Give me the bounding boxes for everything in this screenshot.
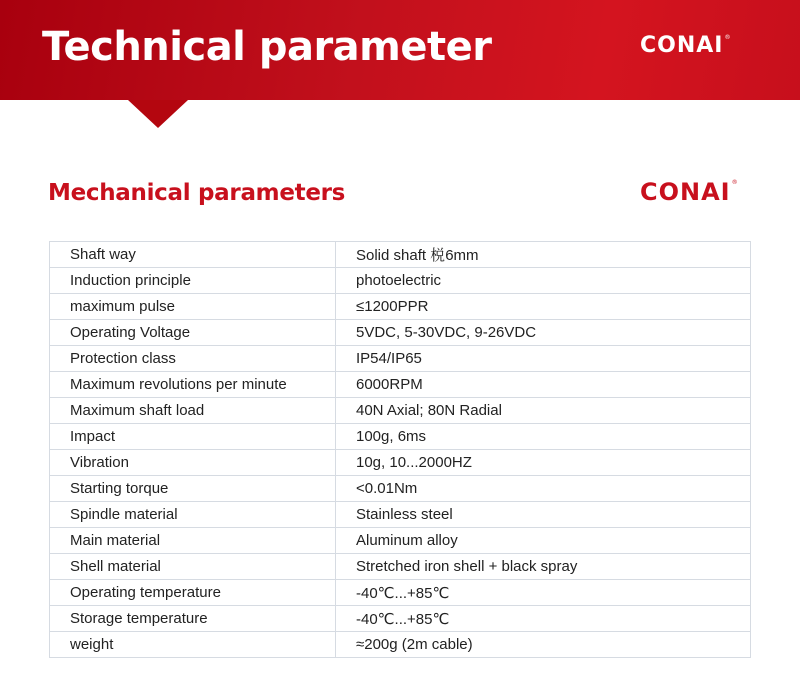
parameter-name: Shell material (50, 554, 336, 580)
parameter-value: -40℃...+85℃ (336, 606, 751, 632)
table-row (50, 450, 751, 476)
table-row (50, 372, 751, 398)
parameter-name: weight (50, 632, 336, 658)
brand-logo-header (640, 35, 731, 57)
parameter-name: Spindle material (50, 502, 336, 528)
parameter-name: Protection class (50, 346, 336, 372)
parameter-name: Operating Voltage (50, 320, 336, 346)
parameter-name: Starting torque (50, 476, 336, 502)
table-row (50, 320, 751, 346)
table-row (50, 294, 751, 320)
brand-logo-text: CONAI (640, 33, 724, 58)
brand-logo-text: CONAI (640, 178, 731, 206)
table-row (50, 346, 751, 372)
parameter-name: Main material (50, 528, 336, 554)
parameter-name: Vibration (50, 450, 336, 476)
table-row (50, 502, 751, 528)
table-row (50, 242, 751, 268)
brand-logo-section (640, 180, 739, 204)
parameter-value: 10g, 10...2000HZ (336, 450, 751, 476)
parameter-value: -40℃...+85℃ (336, 580, 751, 606)
table-row (50, 554, 751, 580)
parameter-value: Solid shaft 棁6mm (336, 242, 751, 268)
parameter-value: Stainless steel (336, 502, 751, 528)
parameter-value: Aluminum alloy (336, 528, 751, 554)
parameter-value: 5VDC, 5-30VDC, 9-26VDC (336, 320, 751, 346)
registered-mark: ® (724, 34, 732, 41)
parameter-name: Impact (50, 424, 336, 450)
parameter-name: Maximum shaft load (50, 398, 336, 424)
table-row (50, 424, 751, 450)
parameter-value: 100g, 6ms (336, 424, 751, 450)
table-row (50, 476, 751, 502)
registered-mark: ® (731, 179, 739, 186)
parameter-value: ≤1200PPR (336, 294, 751, 320)
page-title: Technical parameter (42, 24, 492, 70)
banner-notch (128, 100, 188, 128)
parameter-name: Shaft way (50, 242, 336, 268)
parameter-name: Maximum revolutions per minute (50, 372, 336, 398)
parameter-name: Storage temperature (50, 606, 336, 632)
parameter-value: photoelectric (336, 268, 751, 294)
parameter-value: 40N Axial; 80N Radial (336, 398, 751, 424)
parameter-table (49, 241, 751, 658)
parameter-value: IP54/IP65 (336, 346, 751, 372)
table-row (50, 268, 751, 294)
parameter-name: Induction principle (50, 268, 336, 294)
table-row (50, 606, 751, 632)
parameter-table-body (50, 242, 751, 658)
table-row (50, 632, 751, 658)
table-row (50, 528, 751, 554)
section-title: Mechanical parameters (48, 180, 346, 206)
parameter-name: maximum pulse (50, 294, 336, 320)
table-row (50, 580, 751, 606)
parameter-value: ≈200g (2m cable) (336, 632, 751, 658)
parameter-value: 6000RPM (336, 372, 751, 398)
table-row (50, 398, 751, 424)
parameter-name: Operating temperature (50, 580, 336, 606)
parameter-value: <0.01Nm (336, 476, 751, 502)
parameter-value: Stretched iron shell + black spray (336, 554, 751, 580)
